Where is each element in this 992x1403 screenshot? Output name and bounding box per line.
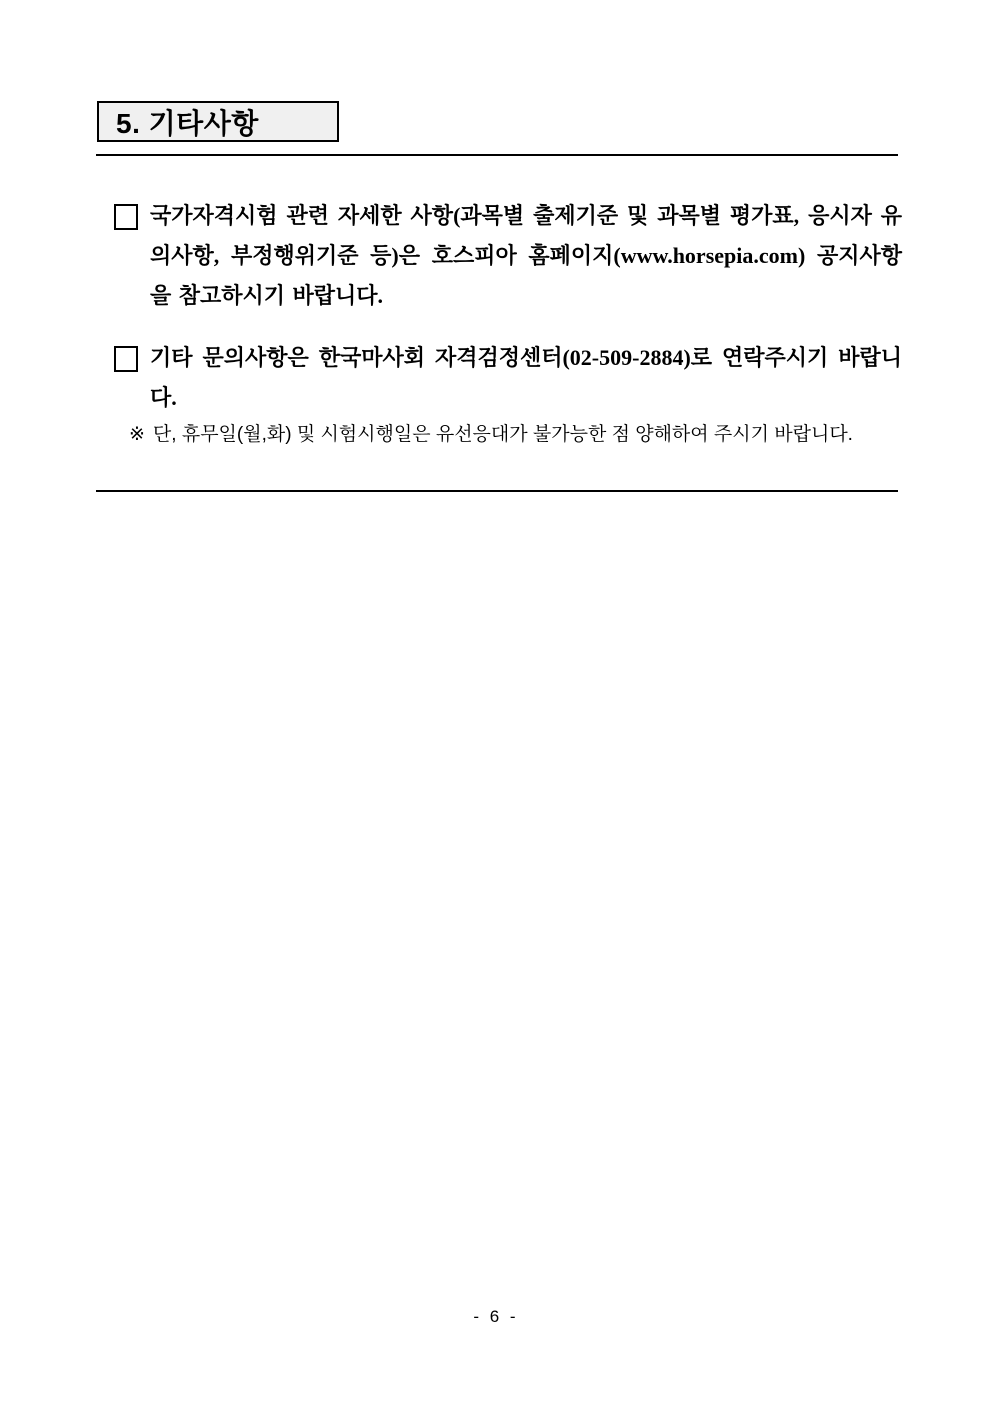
note	[129, 421, 919, 449]
reference-mark-icon: ※	[129, 424, 145, 445]
bullet-paragraph	[114, 196, 902, 316]
divider-bottom	[96, 490, 898, 492]
page-number: - 6 -	[473, 1307, 519, 1326]
empty-checkbox-icon	[114, 204, 150, 230]
paragraph-text: 국가자격시험 관련 자세한 사항(과목별 출제기준 및 과목별 평가표, 응시자 유의사항, 부정행위기준 등)은 호스피아 홈페이지(www.horsepia.com) 공지사항을 참고하시기 바랍니다.	[150, 203, 902, 308]
section-header-label: 5. 기타사항	[116, 107, 259, 139]
paragraph-text: 기타 문의사항은 한국마사회 자격검정센터(02-509-2884)로 연락주시기 바랍니다.	[150, 345, 902, 410]
divider-top	[96, 154, 898, 156]
section-header-box	[97, 101, 339, 142]
note-text: 단, 휴무일(월,화) 및 시험시행일은 유선응대가 불가능한 점 양해하여 주시기 바랍니다.	[152, 424, 853, 445]
bullet-paragraph	[114, 338, 902, 418]
empty-checkbox-icon	[114, 346, 150, 372]
